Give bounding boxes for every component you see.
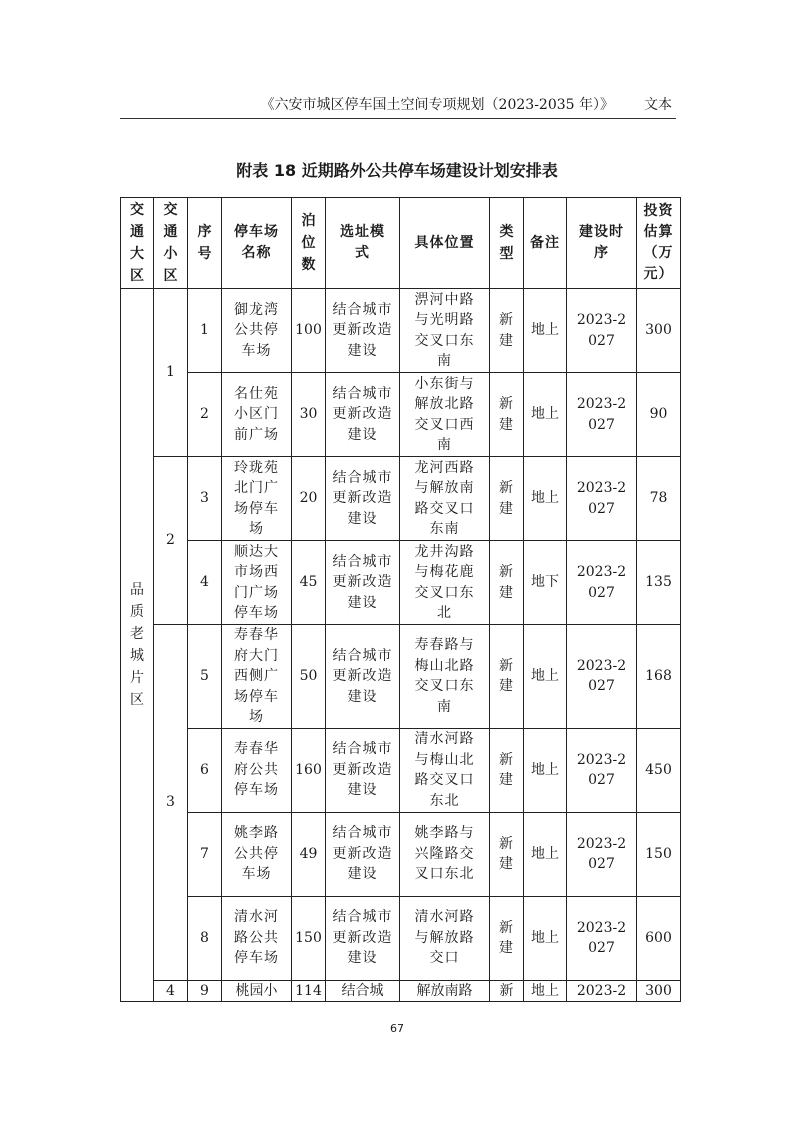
cell-note: 地上 bbox=[524, 457, 567, 541]
col-header-mode: 选址模式 bbox=[326, 198, 400, 289]
table-row bbox=[121, 541, 681, 625]
col-header-district: 交通大区 bbox=[121, 198, 154, 289]
cell-invest: 90 bbox=[637, 373, 681, 457]
table-row bbox=[121, 896, 681, 980]
cell-location: 寿春路与梅山北路交叉口东南 bbox=[400, 625, 490, 729]
cell-spaces: 30 bbox=[292, 373, 326, 457]
cell-period: 2023-2027 bbox=[567, 625, 637, 729]
cell-location: 小东街与解放北路交叉口西南 bbox=[400, 373, 490, 457]
cell-location: 清水河路与梅山北路交叉口东北 bbox=[400, 728, 490, 812]
cell-note: 地上 bbox=[524, 728, 567, 812]
cell-note: 地上 bbox=[524, 896, 567, 980]
cell-invest: 300 bbox=[637, 980, 681, 1002]
cell-mode: 结合城市更新改造建设 bbox=[326, 373, 400, 457]
table-row bbox=[121, 728, 681, 812]
cell-invest: 600 bbox=[637, 896, 681, 980]
cell-location: 解放南路 bbox=[400, 980, 490, 1002]
cell-invest: 168 bbox=[637, 625, 681, 729]
cell-spaces: 50 bbox=[292, 625, 326, 729]
table-row bbox=[121, 980, 681, 1002]
cell-spaces: 114 bbox=[292, 980, 326, 1002]
cell-spaces: 49 bbox=[292, 812, 326, 896]
table-row bbox=[121, 457, 681, 541]
table-row bbox=[121, 812, 681, 896]
running-header bbox=[120, 92, 676, 119]
cell-invest: 135 bbox=[637, 541, 681, 625]
table-row bbox=[121, 625, 681, 729]
cell-name: 姚李路公共停车场 bbox=[222, 812, 292, 896]
cell-mode: 结合城 bbox=[326, 980, 400, 1002]
cell-no: 7 bbox=[188, 812, 222, 896]
table-row bbox=[121, 373, 681, 457]
cell-no: 8 bbox=[188, 896, 222, 980]
cell-mode: 结合城市更新改造建设 bbox=[326, 625, 400, 729]
cell-period: 2023-2 bbox=[567, 980, 637, 1002]
cell-type: 新建 bbox=[490, 625, 524, 729]
cell-mode: 结合城市更新改造建设 bbox=[326, 289, 400, 373]
cell-invest: 300 bbox=[637, 289, 681, 373]
district-cell: 品质老城片区 bbox=[121, 289, 154, 1002]
cell-no: 1 bbox=[188, 289, 222, 373]
parking-plan-table bbox=[120, 197, 681, 1002]
col-header-spaces: 泊位数 bbox=[292, 198, 326, 289]
cell-name: 御龙湾公共停车场 bbox=[222, 289, 292, 373]
cell-invest: 150 bbox=[637, 812, 681, 896]
cell-name: 名仕苑小区门前广场 bbox=[222, 373, 292, 457]
cell-note: 地上 bbox=[524, 812, 567, 896]
header-row bbox=[121, 198, 681, 289]
cell-note: 地上 bbox=[524, 625, 567, 729]
cell-location: 清水河路与解放路交口 bbox=[400, 896, 490, 980]
col-header-zone: 交通小区 bbox=[154, 198, 188, 289]
cell-spaces: 45 bbox=[292, 541, 326, 625]
cell-type: 新建 bbox=[490, 541, 524, 625]
cell-note: 地上 bbox=[524, 373, 567, 457]
cell-note: 地下 bbox=[524, 541, 567, 625]
cell-name: 顺达大市场西门广场停车场 bbox=[222, 541, 292, 625]
cell-name: 寿春华府公共停车场 bbox=[222, 728, 292, 812]
cell-note: 地上 bbox=[524, 980, 567, 1002]
cell-mode: 结合城市更新改造建设 bbox=[326, 812, 400, 896]
page-number: 67 bbox=[390, 1022, 404, 1035]
col-header-location: 具体位置 bbox=[400, 198, 490, 289]
cell-no: 6 bbox=[188, 728, 222, 812]
cell-note: 地上 bbox=[524, 289, 567, 373]
cell-no: 3 bbox=[188, 457, 222, 541]
cell-name: 清水河路公共停车场 bbox=[222, 896, 292, 980]
cell-invest: 78 bbox=[637, 457, 681, 541]
cell-period: 2023-2027 bbox=[567, 373, 637, 457]
cell-mode: 结合城市更新改造建设 bbox=[326, 541, 400, 625]
table-title: 附表 18 近期路外公共停车场建设计划安排表 bbox=[236, 161, 558, 180]
table-row bbox=[121, 289, 681, 373]
cell-mode: 结合城市更新改造建设 bbox=[326, 728, 400, 812]
cell-period: 2023-2027 bbox=[567, 289, 637, 373]
cell-type: 新建 bbox=[490, 728, 524, 812]
cell-type: 新 bbox=[490, 980, 524, 1002]
col-header-name: 停车场名称 bbox=[222, 198, 292, 289]
cell-spaces: 160 bbox=[292, 728, 326, 812]
cell-location: 淠河中路与光明路交叉口东南 bbox=[400, 289, 490, 373]
cell-no: 2 bbox=[188, 373, 222, 457]
cell-no: 5 bbox=[188, 625, 222, 729]
cell-location: 姚李路与兴隆路交叉口东北 bbox=[400, 812, 490, 896]
cell-type: 新建 bbox=[490, 896, 524, 980]
header-doc-title: 《六安市城区停车国土空间专项规划（2023-2035 年）》 bbox=[260, 97, 614, 113]
cell-period: 2023-2027 bbox=[567, 541, 637, 625]
cell-spaces: 20 bbox=[292, 457, 326, 541]
col-header-note: 备注 bbox=[524, 198, 567, 289]
header-section: 文本 bbox=[644, 97, 672, 113]
cell-type: 新建 bbox=[490, 373, 524, 457]
cell-period: 2023-2027 bbox=[567, 896, 637, 980]
zone-cell: 1 bbox=[154, 289, 188, 457]
zone-cell: 2 bbox=[154, 457, 188, 625]
zone-cell: 3 bbox=[154, 625, 188, 981]
cell-mode: 结合城市更新改造建设 bbox=[326, 457, 400, 541]
col-header-period: 建设时序 bbox=[567, 198, 637, 289]
cell-invest: 450 bbox=[637, 728, 681, 812]
cell-type: 新建 bbox=[490, 457, 524, 541]
cell-name: 桃园小 bbox=[222, 980, 292, 1002]
cell-mode: 结合城市更新改造建设 bbox=[326, 896, 400, 980]
col-header-no: 序号 bbox=[188, 198, 222, 289]
cell-type: 新建 bbox=[490, 812, 524, 896]
cell-period: 2023-2027 bbox=[567, 812, 637, 896]
cell-name: 寿春华府大门西侧广场停车场 bbox=[222, 625, 292, 729]
cell-period: 2023-2027 bbox=[567, 457, 637, 541]
zone-cell: 4 bbox=[154, 980, 188, 1002]
cell-name: 玲珑苑北门广场停车场 bbox=[222, 457, 292, 541]
cell-location: 龙井沟路与梅花鹿交叉口东北 bbox=[400, 541, 490, 625]
cell-period: 2023-2027 bbox=[567, 728, 637, 812]
cell-type: 新建 bbox=[490, 289, 524, 373]
cell-spaces: 100 bbox=[292, 289, 326, 373]
cell-no: 4 bbox=[188, 541, 222, 625]
cell-no: 9 bbox=[188, 980, 222, 1002]
cell-spaces: 150 bbox=[292, 896, 326, 980]
col-header-invest: 投资估算（万元） bbox=[637, 198, 681, 289]
cell-location: 龙河西路与解放南路交叉口东南 bbox=[400, 457, 490, 541]
col-header-type: 类型 bbox=[490, 198, 524, 289]
